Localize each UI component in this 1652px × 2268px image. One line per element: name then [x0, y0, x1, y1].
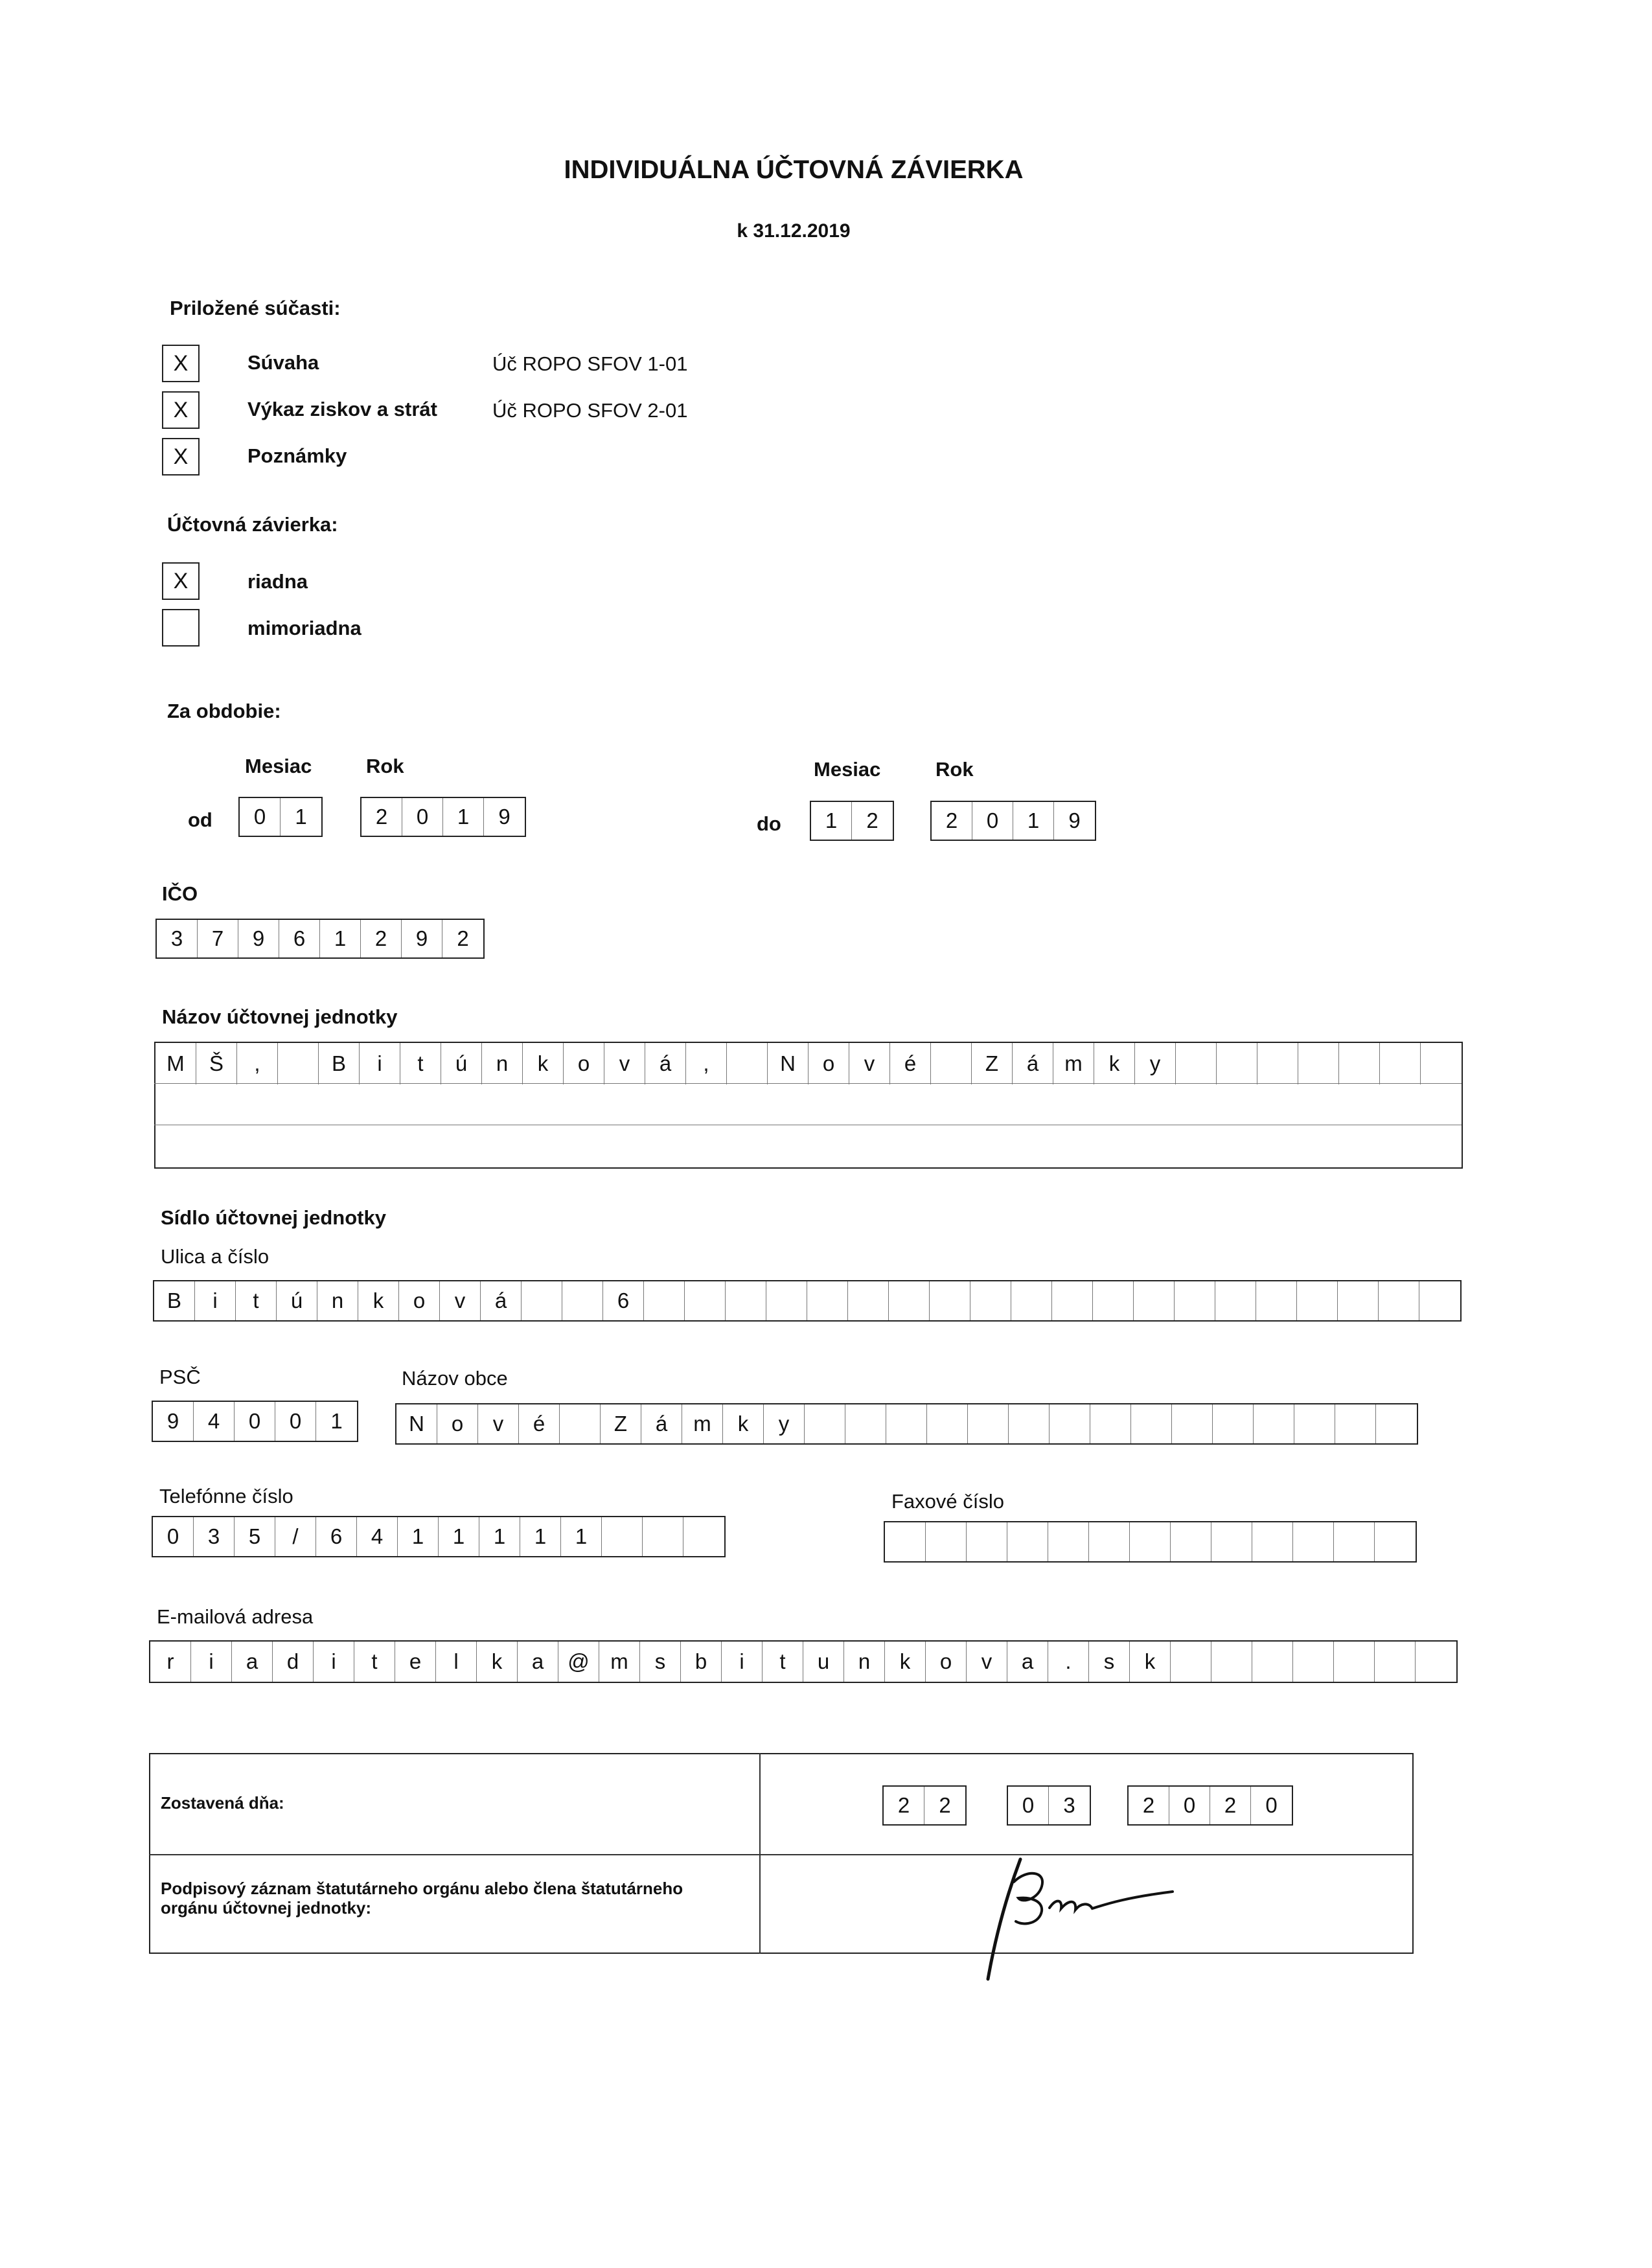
char-cell: v: [849, 1043, 890, 1084]
char-cell: [1379, 1281, 1419, 1320]
char-cell: 0: [972, 802, 1013, 840]
email-field[interactable]: [149, 1640, 1458, 1683]
char-cell: [1093, 1281, 1134, 1320]
attachment-label-poznamky: Poznámky: [247, 444, 347, 467]
compiled-month-field[interactable]: [1007, 1785, 1091, 1826]
street-label: Ulica a číslo: [161, 1245, 270, 1268]
char-cell: 2: [457, 926, 469, 950]
char-cell: 1: [561, 1517, 602, 1556]
char-cell: [889, 1281, 930, 1320]
option-label-mimoriadna: mimoriadna: [247, 617, 361, 639]
checkbox-vykaz[interactable]: X: [162, 391, 200, 429]
char-cell: [1380, 1043, 1421, 1084]
char-cell: v: [440, 1281, 481, 1320]
char-cell: 4: [194, 1402, 235, 1441]
char-cell: 1: [811, 802, 852, 840]
char-cell: [1293, 1522, 1334, 1561]
char-cell: 1: [443, 798, 484, 836]
char-cell: [1176, 1043, 1217, 1084]
char-cell: 1: [295, 805, 307, 829]
char-cell: v: [478, 1404, 519, 1443]
char-cell: [1339, 1043, 1380, 1084]
email-label: E-mailová adresa: [157, 1605, 314, 1628]
char-cell: i: [191, 1642, 232, 1682]
char-cell: k: [358, 1281, 399, 1320]
char-cell: 9: [153, 1402, 194, 1441]
char-cell: 3: [157, 920, 198, 957]
to-month-field[interactable]: [810, 801, 894, 841]
char-cell: @: [558, 1642, 599, 1682]
char-cell: [805, 1404, 845, 1443]
char-cell: 7: [198, 920, 238, 957]
fax-field[interactable]: [884, 1521, 1417, 1563]
char-cell: [1089, 1522, 1130, 1561]
char-cell: [1254, 1404, 1294, 1443]
char-cell: 3: [194, 1517, 235, 1556]
char-cell: [1215, 1281, 1256, 1320]
char-cell: 0: [1265, 1793, 1278, 1817]
char-cell: v: [967, 1642, 1007, 1682]
compiled-day-field[interactable]: [882, 1785, 967, 1826]
phone-field[interactable]: [152, 1516, 726, 1557]
char-cell: [685, 1281, 726, 1320]
from-label: od: [188, 808, 212, 831]
from-year-field[interactable]: [360, 797, 526, 837]
char-cell: [644, 1281, 685, 1320]
char-cell: [766, 1281, 807, 1320]
char-cell: ú: [441, 1043, 482, 1084]
compiled-year-field[interactable]: [1127, 1785, 1293, 1826]
ico-label: IČO: [162, 882, 198, 905]
char-cell: á: [641, 1404, 682, 1443]
char-cell: n: [844, 1642, 885, 1682]
char-cell: [1256, 1281, 1297, 1320]
char-cell: 1: [330, 1409, 343, 1433]
entity-name-field[interactable]: [154, 1042, 1463, 1169]
from-year-label: Rok: [366, 755, 404, 777]
char-cell: o: [926, 1642, 967, 1682]
char-cell: á: [645, 1043, 686, 1084]
char-cell: o: [437, 1404, 478, 1443]
char-cell: [1171, 1642, 1211, 1682]
char-cell: 6: [279, 920, 320, 957]
char-cell: [1298, 1043, 1339, 1084]
char-cell: a: [232, 1642, 273, 1682]
char-cell: 2: [939, 1793, 951, 1817]
char-cell: [1376, 1404, 1417, 1443]
char-cell: 0: [240, 798, 281, 836]
char-cell: 9: [238, 920, 279, 957]
char-cell: [1375, 1522, 1416, 1561]
char-cell: 9: [1068, 808, 1081, 832]
char-cell: i: [722, 1642, 763, 1682]
char-cell: 1: [520, 1517, 561, 1556]
document-date: k 31.12.2019: [737, 220, 851, 242]
char-cell: [1335, 1404, 1376, 1443]
char-cell: N: [768, 1043, 809, 1084]
char-cell: y: [764, 1404, 805, 1443]
ico-field[interactable]: [155, 919, 485, 959]
attachment-label-vykaz: Výkaz ziskov a strát: [247, 398, 437, 420]
entity-name-label: Názov účtovnej jednotky: [162, 1005, 398, 1028]
char-cell: 6: [603, 1281, 644, 1320]
char-cell: [1134, 1281, 1175, 1320]
char-cell: 4: [357, 1517, 398, 1556]
char-cell: ,: [686, 1043, 727, 1084]
char-cell: Z: [601, 1404, 641, 1443]
char-cell: é: [890, 1043, 931, 1084]
char-cell: [1338, 1281, 1379, 1320]
char-cell: n: [482, 1043, 523, 1084]
char-cell: 0: [275, 1402, 316, 1441]
char-cell: d: [273, 1642, 314, 1682]
char-cell: [1131, 1404, 1172, 1443]
char-cell: 0: [402, 798, 443, 836]
char-cell: [1257, 1043, 1298, 1084]
char-cell: 2: [361, 920, 402, 957]
char-cell: 2: [1129, 1787, 1169, 1824]
char-cell: 1: [1013, 802, 1054, 840]
char-cell: [926, 1522, 967, 1561]
char-cell: 1: [320, 920, 361, 957]
char-cell: 0: [235, 1402, 275, 1441]
attachment-label-suvaha: Súvaha: [247, 351, 319, 374]
char-cell: [278, 1043, 319, 1084]
char-cell: [1213, 1404, 1254, 1443]
char-cell: k: [477, 1642, 518, 1682]
char-cell: [927, 1404, 968, 1443]
char-cell: u: [803, 1642, 844, 1682]
char-cell: N: [396, 1404, 437, 1443]
char-cell: [931, 1043, 972, 1084]
char-cell: 3: [1063, 1793, 1075, 1817]
char-cell: [807, 1281, 848, 1320]
char-cell: e: [395, 1642, 436, 1682]
footer-table: [149, 1753, 1414, 1954]
document-title: INDIVIDUÁLNA ÚČTOVNÁ ZÁVIERKA: [564, 155, 1024, 184]
char-cell: 9: [498, 805, 511, 829]
char-cell: 0: [1169, 1787, 1210, 1824]
char-cell: a: [518, 1642, 558, 1682]
char-cell: [1211, 1642, 1252, 1682]
char-cell: 0: [1008, 1787, 1049, 1824]
psc-label: PSČ: [159, 1366, 201, 1388]
char-cell: á: [1013, 1043, 1053, 1084]
char-cell: /: [275, 1517, 316, 1556]
char-cell: m: [1053, 1043, 1094, 1084]
signature-image: [965, 1846, 1186, 1989]
char-cell: 2: [932, 802, 972, 840]
city-field[interactable]: [395, 1403, 1418, 1445]
char-cell: t: [354, 1642, 395, 1682]
char-cell: [683, 1517, 724, 1556]
char-cell: a: [1007, 1642, 1048, 1682]
char-cell: o: [809, 1043, 849, 1084]
to-year-field[interactable]: [930, 801, 1096, 841]
char-cell: [1297, 1281, 1338, 1320]
char-cell: 2: [884, 1787, 924, 1824]
from-month-label: Mesiac: [245, 755, 312, 777]
char-cell: r: [150, 1642, 191, 1682]
char-cell: Z: [972, 1043, 1013, 1084]
char-cell: b: [681, 1642, 722, 1682]
to-label: do: [757, 812, 781, 835]
char-cell: m: [682, 1404, 723, 1443]
char-cell: [1011, 1281, 1052, 1320]
char-cell: ú: [277, 1281, 317, 1320]
char-cell: [1171, 1522, 1211, 1561]
char-cell: [727, 1043, 768, 1084]
char-cell: 6: [316, 1517, 357, 1556]
char-cell: t: [236, 1281, 277, 1320]
char-cell: [522, 1281, 562, 1320]
phone-label: Telefónne číslo: [159, 1485, 293, 1507]
compiled-label: Zostavená dňa:: [161, 1793, 284, 1813]
char-cell: o: [399, 1281, 440, 1320]
char-cell: á: [481, 1281, 522, 1320]
checkbox-mimoriadna[interactable]: [162, 609, 200, 647]
char-cell: [1175, 1281, 1215, 1320]
char-cell: 0: [153, 1517, 194, 1556]
city-label: Názov obce: [402, 1367, 508, 1390]
char-cell: k: [1130, 1642, 1171, 1682]
char-cell: [1007, 1522, 1048, 1561]
char-cell: [1294, 1404, 1335, 1443]
char-cell: [1421, 1043, 1462, 1084]
char-cell: 5: [235, 1517, 275, 1556]
char-cell: t: [763, 1642, 803, 1682]
to-month-label: Mesiac: [814, 758, 881, 781]
char-cell: [1052, 1281, 1093, 1320]
attachments-heading: Priložené súčasti:: [170, 297, 341, 319]
char-cell: 2: [866, 808, 878, 832]
char-cell: B: [319, 1043, 360, 1084]
char-cell: [1090, 1404, 1131, 1443]
char-cell: [1334, 1522, 1375, 1561]
char-cell: k: [723, 1404, 764, 1443]
char-cell: s: [640, 1642, 681, 1682]
statement-type-heading: Účtovná závierka:: [167, 513, 338, 536]
char-cell: 1: [398, 1517, 439, 1556]
char-cell: 2: [361, 798, 402, 836]
char-cell: [885, 1522, 926, 1561]
char-cell: [1252, 1522, 1293, 1561]
char-cell: [845, 1404, 886, 1443]
char-cell: i: [360, 1043, 400, 1084]
from-month-field[interactable]: [238, 797, 323, 837]
char-cell: [1419, 1281, 1460, 1320]
char-cell: .: [1048, 1642, 1089, 1682]
char-cell: [848, 1281, 889, 1320]
char-cell: [1375, 1642, 1416, 1682]
fax-label: Faxové číslo: [891, 1490, 1005, 1513]
char-cell: [1009, 1404, 1050, 1443]
char-cell: [930, 1281, 970, 1320]
char-cell: [562, 1281, 603, 1320]
char-cell: [1048, 1522, 1089, 1561]
char-cell: [1252, 1642, 1293, 1682]
char-cell: t: [400, 1043, 441, 1084]
char-cell: [1172, 1404, 1213, 1443]
char-cell: Š: [196, 1043, 237, 1084]
char-cell: [1334, 1642, 1375, 1682]
char-cell: B: [154, 1281, 195, 1320]
char-cell: i: [195, 1281, 236, 1320]
char-cell: k: [885, 1642, 926, 1682]
char-cell: [1416, 1642, 1456, 1682]
char-cell: ,: [237, 1043, 278, 1084]
street-field[interactable]: [153, 1280, 1462, 1322]
char-cell: s: [1089, 1642, 1130, 1682]
period-heading: Za obdobie:: [167, 700, 281, 722]
char-cell: M: [155, 1043, 196, 1084]
char-cell: [560, 1404, 601, 1443]
attachment-code-vykaz: Úč ROPO SFOV 2-01: [492, 399, 688, 422]
char-cell: v: [604, 1043, 645, 1084]
char-cell: m: [599, 1642, 640, 1682]
signature-label: Podpisový záznam štatutárneho orgánu alebo člena štatutárneho orgánu účtovnej jednotky:: [161, 1879, 683, 1918]
char-cell: [886, 1404, 927, 1443]
psc-field[interactable]: [152, 1401, 358, 1442]
char-cell: i: [314, 1642, 354, 1682]
char-cell: 1: [439, 1517, 479, 1556]
checkbox-suvaha[interactable]: X: [162, 345, 200, 382]
char-cell: 9: [402, 920, 442, 957]
char-cell: [1217, 1043, 1257, 1084]
char-cell: [602, 1517, 643, 1556]
address-heading: Sídlo účtovnej jednotky: [161, 1206, 386, 1229]
char-cell: o: [564, 1043, 604, 1084]
char-cell: k: [523, 1043, 564, 1084]
checkbox-riadna[interactable]: X: [162, 562, 200, 600]
char-cell: [1050, 1404, 1090, 1443]
to-year-label: Rok: [935, 758, 974, 781]
char-cell: [1130, 1522, 1171, 1561]
char-cell: l: [436, 1642, 477, 1682]
char-cell: n: [317, 1281, 358, 1320]
checkbox-poznamky[interactable]: X: [162, 438, 200, 475]
char-cell: é: [519, 1404, 560, 1443]
char-cell: 1: [479, 1517, 520, 1556]
char-cell: [726, 1281, 766, 1320]
char-cell: k: [1094, 1043, 1135, 1084]
char-cell: 2: [1210, 1787, 1251, 1824]
char-cell: [1211, 1522, 1252, 1561]
char-cell: [643, 1517, 683, 1556]
char-cell: [1293, 1642, 1334, 1682]
char-cell: [970, 1281, 1011, 1320]
attachment-code-suvaha: Úč ROPO SFOV 1-01: [492, 352, 688, 375]
char-cell: [968, 1404, 1009, 1443]
option-label-riadna: riadna: [247, 570, 308, 593]
char-cell: y: [1135, 1043, 1176, 1084]
char-cell: [967, 1522, 1007, 1561]
